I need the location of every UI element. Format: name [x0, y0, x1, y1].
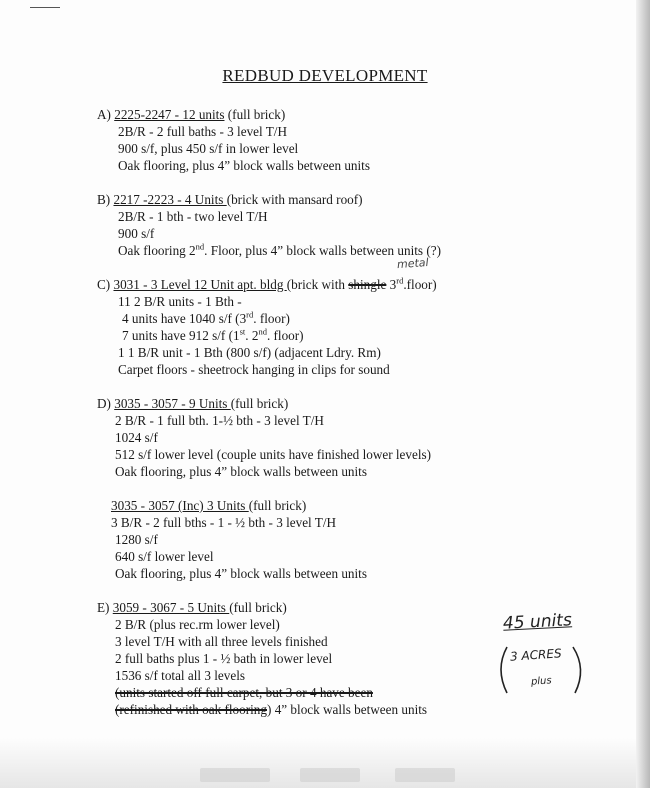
section-c-line: 11 2 B/R units - 1 Bth - [118, 294, 242, 309]
section-a-line: 2B/R - 2 full baths - 3 level T/H [118, 124, 287, 139]
handwritten-plus: plus [530, 675, 553, 688]
section-c-line: 4 units have 1040 s/f (3rd. floor) [122, 309, 290, 326]
section-c-line: Carpet floors - sheetrock hanging in clips for sound [118, 362, 390, 377]
section-e-line: (refinished with oak flooring) 4” block walls between units [115, 702, 428, 717]
page-edge [636, 0, 650, 788]
bleed-through-mark [395, 768, 455, 782]
section-d2-line: 3 B/R - 2 full bths - 1 - ½ bth - 3 level T/H [111, 515, 337, 530]
section-b-heading: B) 2217 -2223 - 4 Units (brick with mansard roof) [97, 192, 363, 207]
section-c-line: 7 units have 912 s/f (1st. 2nd. floor) [122, 326, 304, 343]
section-b-line: 900 s/f [118, 226, 155, 241]
scan-mark [30, 7, 60, 8]
section-d-heading: D) 3035 - 3057 - 9 Units (full brick) [97, 396, 289, 411]
section-b-line: 2B/R - 1 bth - two level T/H [118, 209, 268, 224]
section-e-line: 3 level T/H with all three levels finished [115, 634, 328, 649]
handwritten-metal-note: metal [396, 255, 430, 272]
section-e-heading: E) 3059 - 3067 - 5 Units (full brick) [97, 600, 287, 615]
section-d-line: 1024 s/f [115, 430, 158, 445]
section-e-line: 2 full baths plus 1 - ½ bath in lower level [115, 651, 333, 666]
section-d-line: 2 B/R - 1 full bth. 1-½ bth - 3 level T/H [115, 413, 324, 428]
section-a-heading: A) 2225-2247 - 12 units (full brick) [97, 107, 286, 122]
section-e-line: 1536 s/f total all 3 levels [115, 668, 246, 683]
section-d-line: Oak flooring, plus 4” block walls between units [115, 464, 367, 479]
section-a-line: 900 s/f, plus 450 s/f in lower level [118, 141, 299, 156]
section-d2-line: 1280 s/f [115, 532, 158, 547]
bleed-through-mark [300, 768, 360, 782]
handwritten-total-units: 45 units [502, 610, 573, 634]
section-d2-heading: 3035 - 3057 (Inc) 3 Units (full brick) [111, 498, 307, 513]
handwritten-acres: 3 ACRES [509, 646, 563, 664]
section-e-struck-line: (units started off full carpet, but 3 or 4 have been [115, 685, 373, 700]
section-a-line: Oak flooring, plus 4” block walls between units [118, 158, 370, 173]
section-d-line: 512 s/f lower level (couple units have finished lower levels) [115, 447, 432, 462]
section-e-line: 2 B/R (plus rec.rm lower level) [115, 617, 280, 632]
page-title: REDBUD DEVELOPMENT [222, 66, 428, 85]
section-b-line: Oak flooring 2nd. Floor, plus 4” block walls between units (?) [118, 241, 441, 258]
section-c-line: 1 1 B/R unit - 1 Bth (800 s/f) (adjacent Ldry. Rm) [118, 345, 381, 360]
section-d2-line: Oak flooring, plus 4” block walls between units [115, 566, 367, 581]
section-c-heading: C) 3031 - 3 Level 12 Unit apt. bldg (brick with shingle 3rd.floor) [97, 275, 437, 292]
section-d2-line: 640 s/f lower level [115, 549, 214, 564]
bleed-through-mark [200, 768, 270, 782]
